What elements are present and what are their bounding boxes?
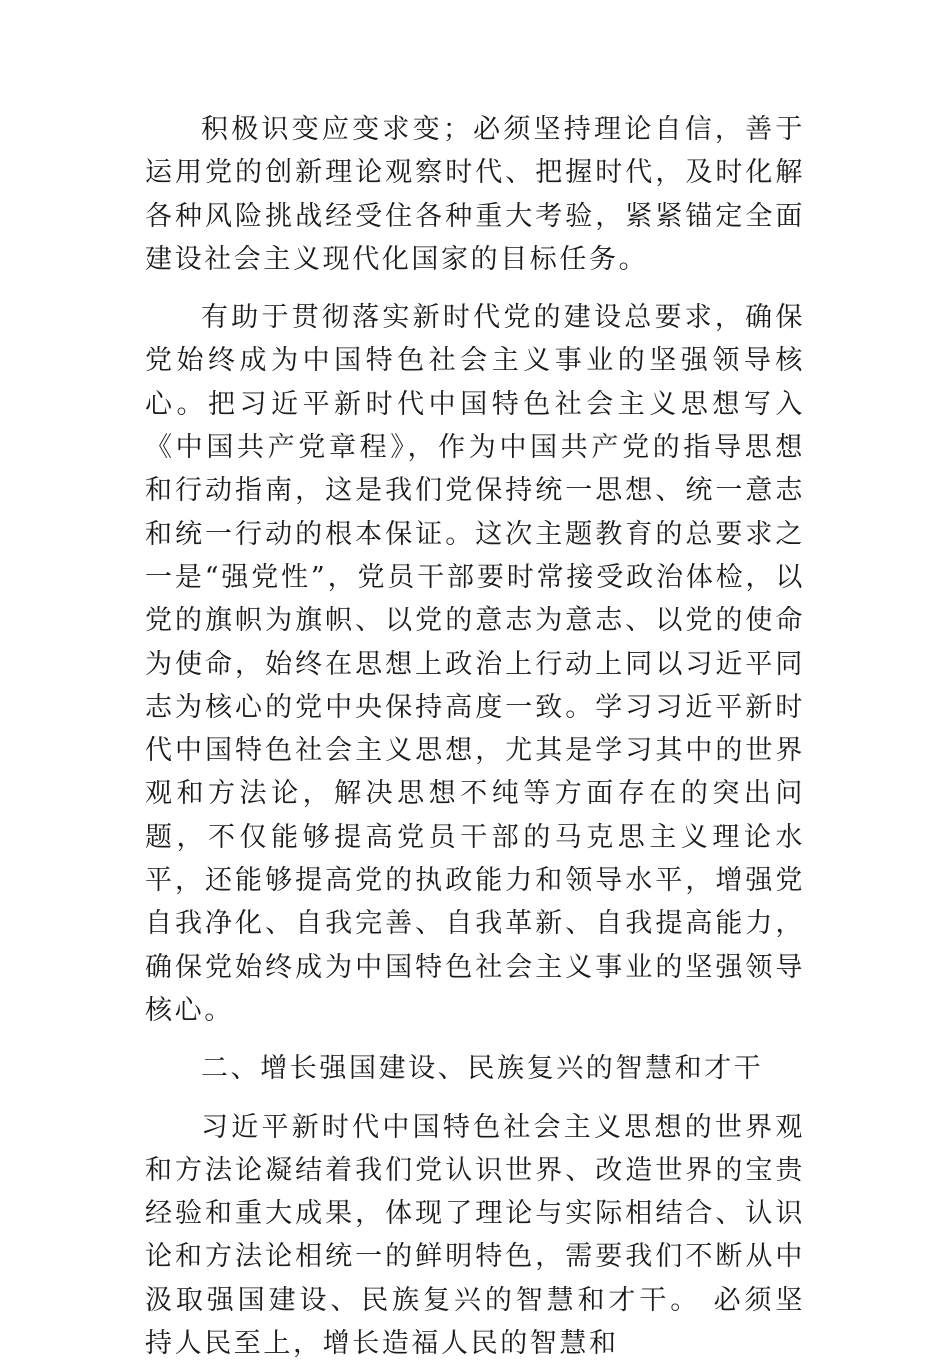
section-heading: 二、增长强国建设、民族复兴的智慧和才干 [201, 1053, 764, 1085]
paragraph-party-building: 有助于贯彻落实新时代党的建设总要求，确保党始终成为中国特色社会主义事业的坚强领导核心。把习近平新时代中国特色社会主义思想写入《中国共产党章程》，作为中国共产党的指导思想和行动指南，这是我们党保持统一思想、统一意志和统一行动的根本保证。这次主题教育的总要求之一是“强党性”，党员干部要时常接受政治体检，以党的旗帜为旗帜、以党的意志为意志、以党的使命为使命，始终在思想上政治上行动上同以习近平同志为核心的党中央保持高度一致。学习习近平新时代中国特色社会主义思想，尤其是学习其中的世界观和方法论，解决思想不纯等方面存在的突出问题，不仅能够提高党员干部的马克思主义理论水平，还能够提高党的执政能力和领导水平，增强党自我净化、自我完善、自我革新、自我提高能力，确保党始终成为中国特色社会主义事业的坚强领导核心。 [145, 302, 805, 1026]
paragraph-worldview-methodology: 习近平新时代中国特色社会主义思想的世界观和方法论凝结着我们党认识世界、改造世界的宝贵经验和重大成果，体现了理论与实际相结合、认识论和方法论相统一的鲜明特色，需要我们不断从中汲取强国建设、民族复兴的智慧和才干。 必须坚持人民至上，增长造福人民的智慧和 [145, 1111, 805, 1360]
paragraph-continuation: 积极识变应变求变；必须坚持理论自信，善于运用党的创新理论观察时代、把握时代，及时化解各种风险挑战经受住各种重大考验，紧紧锚定全面建设社会主义现代化国家的目标任务。 [145, 114, 805, 275]
document-page [145, 108, 805, 1365]
